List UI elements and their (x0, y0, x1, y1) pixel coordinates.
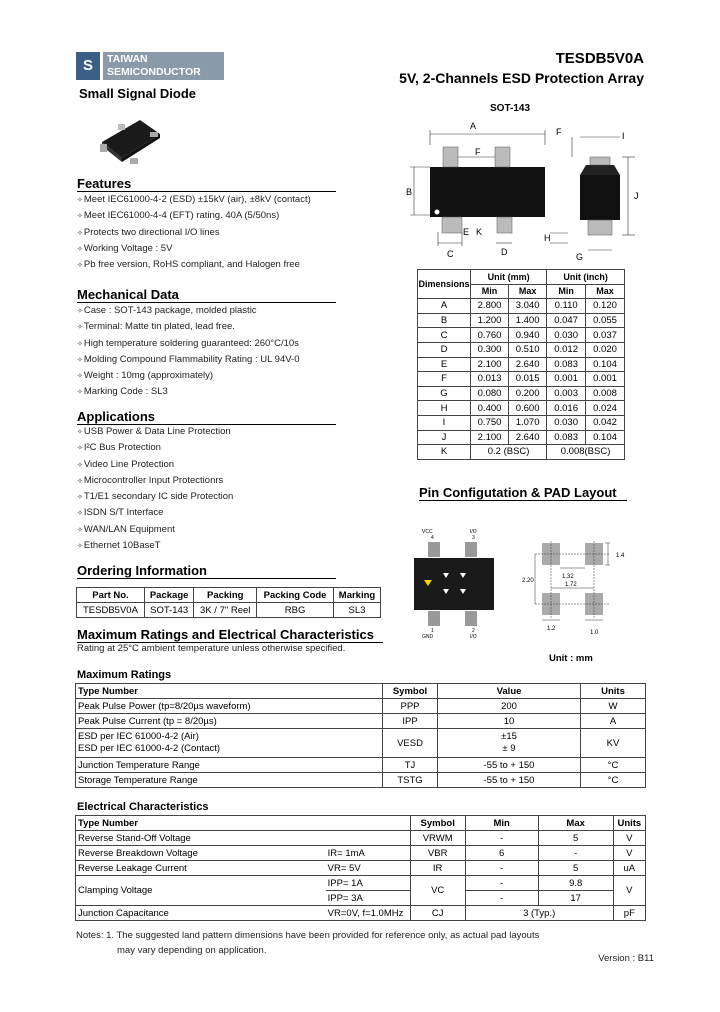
pad-dim-1-0: 1.0 (590, 630, 599, 636)
table-cell: 0.047 (547, 313, 586, 328)
table-cell: V (613, 846, 645, 861)
pad-dim-1-72: 1.72 (565, 582, 577, 588)
pin-config-title: Pin Configutation & PAD Layout (419, 485, 617, 500)
unit-label: Unit : mm (549, 653, 593, 664)
list-item: ✧ Meet IEC61000-4-4 (EFT) rating. 40A (5/50ns) (77, 208, 311, 224)
table-cell: 0.008 (586, 386, 625, 401)
table-cell: Peak Pulse Power (tp=8/20µs waveform) (76, 699, 383, 714)
table-cell: 1.400 (509, 313, 547, 328)
pin-number-2: 2 (472, 628, 475, 634)
pin-label-vcc: VCC (422, 529, 433, 535)
dimensions-table (417, 269, 625, 460)
table-cell: 3.040 (509, 299, 547, 314)
table-cell: A (418, 299, 471, 314)
table-cell: 0.012 (547, 342, 586, 357)
logo-text (103, 52, 224, 80)
list-item: ✧ Video Line Protection (77, 457, 233, 473)
table-cell: 0.008(BSC) (547, 445, 625, 460)
table-row (418, 401, 625, 416)
table-cell: 0.083 (547, 357, 586, 372)
dim-label-f2: F (556, 127, 562, 137)
table-cell: VESD (383, 729, 438, 758)
table-cell: KV (581, 729, 646, 758)
table-cell: 0.750 (471, 415, 509, 430)
pin-number-1: 1 (431, 628, 434, 634)
table-cell: Storage Temperature Range (76, 773, 383, 788)
table-row (418, 372, 625, 387)
features-title: Features (77, 176, 132, 191)
table-header: Min (471, 284, 509, 299)
table-cell (326, 831, 411, 846)
table-cell: VBR (410, 846, 465, 861)
table-cell: 0.042 (586, 415, 625, 430)
table-header: Min (465, 816, 538, 831)
ratings-title: Maximum Ratings and Electrical Characteristics (77, 627, 374, 642)
table-cell: 2.640 (509, 430, 547, 445)
table-cell: 2.800 (471, 299, 509, 314)
table-cell: TJ (383, 758, 438, 773)
table-cell: 0.055 (586, 313, 625, 328)
table-cell: 0.104 (586, 430, 625, 445)
table-row (77, 603, 381, 618)
table-cell: A (581, 714, 646, 729)
table-cell: 0.083 (547, 430, 586, 445)
table-row (76, 831, 646, 846)
pin-label-io-3: I/O (470, 529, 477, 535)
table-cell: uA (613, 861, 645, 876)
list-item: ✧ Protects two directional I/O lines (77, 225, 311, 241)
table-row (418, 342, 625, 357)
table-cell: F (418, 372, 471, 387)
table-cell: B (418, 313, 471, 328)
table-cell: CJ (410, 906, 465, 921)
table-row (76, 773, 646, 788)
electrical-title: Electrical Characteristics (77, 801, 209, 813)
table-cell: 0.016 (547, 401, 586, 416)
table-cell: - (465, 876, 538, 891)
list-item: ✧ Pb free version, RoHS compliant, and Halogen free (77, 257, 311, 273)
table-cell (76, 729, 383, 758)
table-header-row (418, 270, 625, 285)
table-cell: V (613, 831, 645, 846)
table-header: Part No. (77, 588, 145, 603)
table-cell: 1.070 (509, 415, 547, 430)
pin-label-gnd: GND (422, 634, 434, 640)
table-cell: 0.001 (586, 372, 625, 387)
list-item: ✧ Microcontroller Input Protectionrs (77, 473, 233, 489)
table-header: Symbol (383, 684, 438, 699)
table-cell: 2.100 (471, 357, 509, 372)
table-cell: RBG (257, 603, 334, 618)
table-cell: 0.037 (586, 328, 625, 343)
table-header: Min (547, 284, 586, 299)
table-row (418, 328, 625, 343)
dim-label-f: F (475, 147, 481, 157)
footer-note-2: may vary depending on application. (117, 945, 267, 956)
table-cell: 0.940 (509, 328, 547, 343)
table-cell: 0.760 (471, 328, 509, 343)
table-cell: PPP (383, 699, 438, 714)
table-header: Packing (194, 588, 257, 603)
table-cell: 0.080 (471, 386, 509, 401)
pin-config-divider (419, 500, 627, 501)
table-cell: 0.013 (471, 372, 509, 387)
table-header: Type Number (76, 684, 383, 699)
package-label: SOT-143 (490, 103, 531, 114)
esd-contact-label: ESD per IEC 61000-4-2 (Contact) (78, 743, 221, 754)
table-cell: Junction Temperature Range (76, 758, 383, 773)
dim-label-b: B (406, 187, 413, 197)
table-cell: E (418, 357, 471, 372)
list-item: ✧ High temperature soldering guaranteed: 260°C/10s (77, 336, 300, 352)
table-header: Max (538, 816, 613, 831)
pad-dim-1-2: 1.2 (547, 626, 556, 632)
mechanical-title: Mechanical Data (77, 287, 179, 302)
dim-label-j: J (634, 191, 639, 201)
list-item: ✧ Terminal: Matte tin plated, lead free. (77, 319, 300, 335)
table-cell: 0.120 (586, 299, 625, 314)
table-cell: W (581, 699, 646, 714)
table-cell: IPP= 3A (326, 891, 411, 906)
dimensions-body (418, 299, 625, 445)
version-label: Version : B11 (598, 953, 654, 964)
table-cell: 0.020 (586, 342, 625, 357)
table-header: Symbol (410, 816, 465, 831)
table-cell: IPP= 1A (326, 876, 411, 891)
list-item: ✧ WAN/LAN Equipment (77, 522, 233, 538)
mechanical-list (77, 303, 300, 401)
table-header: Marking (334, 588, 381, 603)
features-list (77, 192, 311, 273)
pad-dim-2-20: 2.20 (522, 578, 534, 584)
table-cell: 0.104 (586, 357, 625, 372)
table-cell: Junction Capacitance (76, 906, 326, 921)
footer-note-1: Notes: 1. The suggested land pattern dimensions have been provided for reference only, as actual pad layouts (76, 930, 540, 941)
table-cell: Reverse Stand-Off Voltage (76, 831, 326, 846)
table-cell: TESDB5V0A (77, 603, 145, 618)
table-header-row (76, 684, 646, 699)
dim-label-h: H (544, 233, 551, 243)
list-item: ✧ Meet IEC61000-4-2 (ESD) ±15kV (air), ±8kV (contact) (77, 192, 311, 208)
table-cell: Clamping Voltage (76, 876, 326, 906)
table-cell: 5 (538, 831, 613, 846)
ordering-divider (77, 578, 336, 579)
table-cell: - (538, 846, 613, 861)
logo-line-2: SEMICONDUCTOR (107, 66, 201, 78)
pad-layout-diagram (520, 538, 630, 638)
table-row (76, 906, 646, 921)
pad-dim-1-32: 1.32 (562, 574, 574, 580)
table-cell: 0.110 (547, 299, 586, 314)
list-item: ✧ ISDN S/T Interface (77, 505, 233, 521)
electrical-table (75, 815, 646, 921)
table-cell: IPP (383, 714, 438, 729)
logo-line-1: TAIWAN (107, 53, 148, 65)
table-cell: VC (410, 876, 465, 906)
package-outline-drawing (400, 115, 650, 265)
table-cell: 3 (Typ.) (465, 906, 613, 921)
table-cell: 17 (538, 891, 613, 906)
table-cell: K (418, 445, 471, 460)
dim-label-c: C (447, 249, 454, 259)
pin-number-4: 4 (431, 535, 434, 541)
table-cell: Reverse Leakage Current (76, 861, 326, 876)
table-row (418, 445, 625, 460)
table-cell: 0.510 (509, 342, 547, 357)
table-cell: 0.030 (547, 328, 586, 343)
table-cell: 10 (438, 714, 581, 729)
table-cell: 0.200 (509, 386, 547, 401)
table-cell: 0.001 (547, 372, 586, 387)
table-header: Units (581, 684, 646, 699)
list-item: ✧ Marking Code : SL3 (77, 384, 300, 400)
list-item: ✧ Case : SOT-143 package, molded plastic (77, 303, 300, 319)
esd-air-label: ESD per IEC 61000-4-2 (Air) (78, 731, 199, 742)
table-cell: 0.600 (509, 401, 547, 416)
table-row (418, 313, 625, 328)
table-cell: VRWM (410, 831, 465, 846)
table-header: Max (586, 284, 625, 299)
list-item: ✧ Weight : 10mg (approximately) (77, 368, 300, 384)
pin-number-3: 3 (472, 535, 475, 541)
table-cell: 200 (438, 699, 581, 714)
applications-list (77, 424, 233, 554)
table-cell: °C (581, 758, 646, 773)
dim-label-e: E (463, 227, 470, 237)
dim-label-g: G (576, 252, 584, 262)
pin-label-io-2: I/O (470, 634, 477, 640)
table-cell: VR= 5V (326, 861, 411, 876)
dim-label-k: K (476, 227, 483, 237)
dim-label-d: D (501, 247, 508, 257)
product-type-label: Small Signal Diode (79, 86, 197, 101)
pin-configuration-diagram (405, 525, 500, 640)
table-cell: - (465, 831, 538, 846)
table-cell: VR=0V, f=1.0MHz (326, 906, 411, 921)
table-cell: 6 (465, 846, 538, 861)
table-cell: Reverse Breakdown Voltage (76, 846, 326, 861)
table-cell: 5 (538, 861, 613, 876)
part-number: TESDB5V0A (555, 50, 644, 67)
table-cell: SOT-143 (144, 603, 193, 618)
table-header: Type Number (76, 816, 411, 831)
table-cell: IR= 1mA (326, 846, 411, 861)
table-header: Unit (inch) (547, 270, 625, 285)
table-cell: Peak Pulse Current (tp = 8/20µs) (76, 714, 383, 729)
table-cell: 0.015 (509, 372, 547, 387)
table-cell: -55 to + 150 (438, 773, 581, 788)
table-cell: 2.100 (471, 430, 509, 445)
table-row (418, 415, 625, 430)
table-cell: 1.200 (471, 313, 509, 328)
table-cell: - (465, 891, 538, 906)
table-cell: 0.030 (547, 415, 586, 430)
table-cell: pF (613, 906, 645, 921)
table-cell: 0.024 (586, 401, 625, 416)
table-row (418, 386, 625, 401)
max-ratings-title: Maximum Ratings (77, 669, 172, 681)
table-cell: 0.300 (471, 342, 509, 357)
ordering-title: Ordering Information (77, 563, 207, 578)
esd-contact-value: ± 9 (502, 743, 516, 754)
company-logo (76, 52, 224, 80)
table-header: Max (509, 284, 547, 299)
table-row (76, 699, 646, 714)
list-item: ✧ I²C Bus Protection (77, 440, 233, 456)
table-cell: SL3 (334, 603, 381, 618)
table-row (76, 729, 646, 758)
list-item: ✧ Working Voltage : 5V (77, 241, 311, 257)
table-row (76, 861, 646, 876)
table-header: Units (613, 816, 645, 831)
logo-mark: S (76, 52, 100, 80)
table-row (76, 714, 646, 729)
table-cell: C (418, 328, 471, 343)
list-item: ✧ Ethernet 10BaseT (77, 538, 233, 554)
table-row (418, 357, 625, 372)
table-cell: J (418, 430, 471, 445)
table-header: Package (144, 588, 193, 603)
table-cell: V (613, 876, 645, 906)
table-header-row (76, 816, 646, 831)
table-cell: 2.640 (509, 357, 547, 372)
applications-title: Applications (77, 409, 156, 424)
table-header-row (77, 588, 381, 603)
table-row (418, 430, 625, 445)
table-row (418, 299, 625, 314)
list-item: ✧ USB Power & Data Line Protection (77, 424, 233, 440)
table-header: Unit (mm) (471, 270, 547, 285)
table-header: Dimensions (418, 270, 471, 299)
table-cell: °C (581, 773, 646, 788)
page-subtitle: 5V, 2-Channels ESD Protection Array (399, 70, 644, 86)
list-item: ✧ T1/E1 secondary IC side Protection (77, 489, 233, 505)
table-cell: I (418, 415, 471, 430)
table-cell: IR (410, 861, 465, 876)
table-row (76, 758, 646, 773)
table-cell: 3K / 7" Reel (194, 603, 257, 618)
table-cell (438, 729, 581, 758)
ordering-table (76, 587, 381, 618)
table-cell: 0.2 (BSC) (471, 445, 547, 460)
table-cell: -55 to + 150 (438, 758, 581, 773)
ratings-note: Rating at 25°C ambient temperature unless otherwise specified. (77, 643, 346, 654)
table-cell: G (418, 386, 471, 401)
dim-label-i: I (622, 131, 625, 141)
list-item: ✧ Molding Compound Flammability Rating : UL 94V-0 (77, 352, 300, 368)
table-cell: 0.003 (547, 386, 586, 401)
table-header: Packing Code (257, 588, 334, 603)
table-cell: D (418, 342, 471, 357)
table-header: Value (438, 684, 581, 699)
table-row (76, 846, 646, 861)
max-ratings-table (75, 683, 646, 788)
table-cell: H (418, 401, 471, 416)
pad-dim-1-4: 1.4 (616, 553, 625, 559)
package-photo (96, 108, 166, 166)
dim-label-a: A (470, 121, 477, 131)
table-cell: 0.400 (471, 401, 509, 416)
table-cell: TSTG (383, 773, 438, 788)
table-cell: 9.8 (538, 876, 613, 891)
table-cell: - (465, 861, 538, 876)
esd-air-value: ±15 (501, 731, 517, 742)
table-row (76, 876, 646, 891)
